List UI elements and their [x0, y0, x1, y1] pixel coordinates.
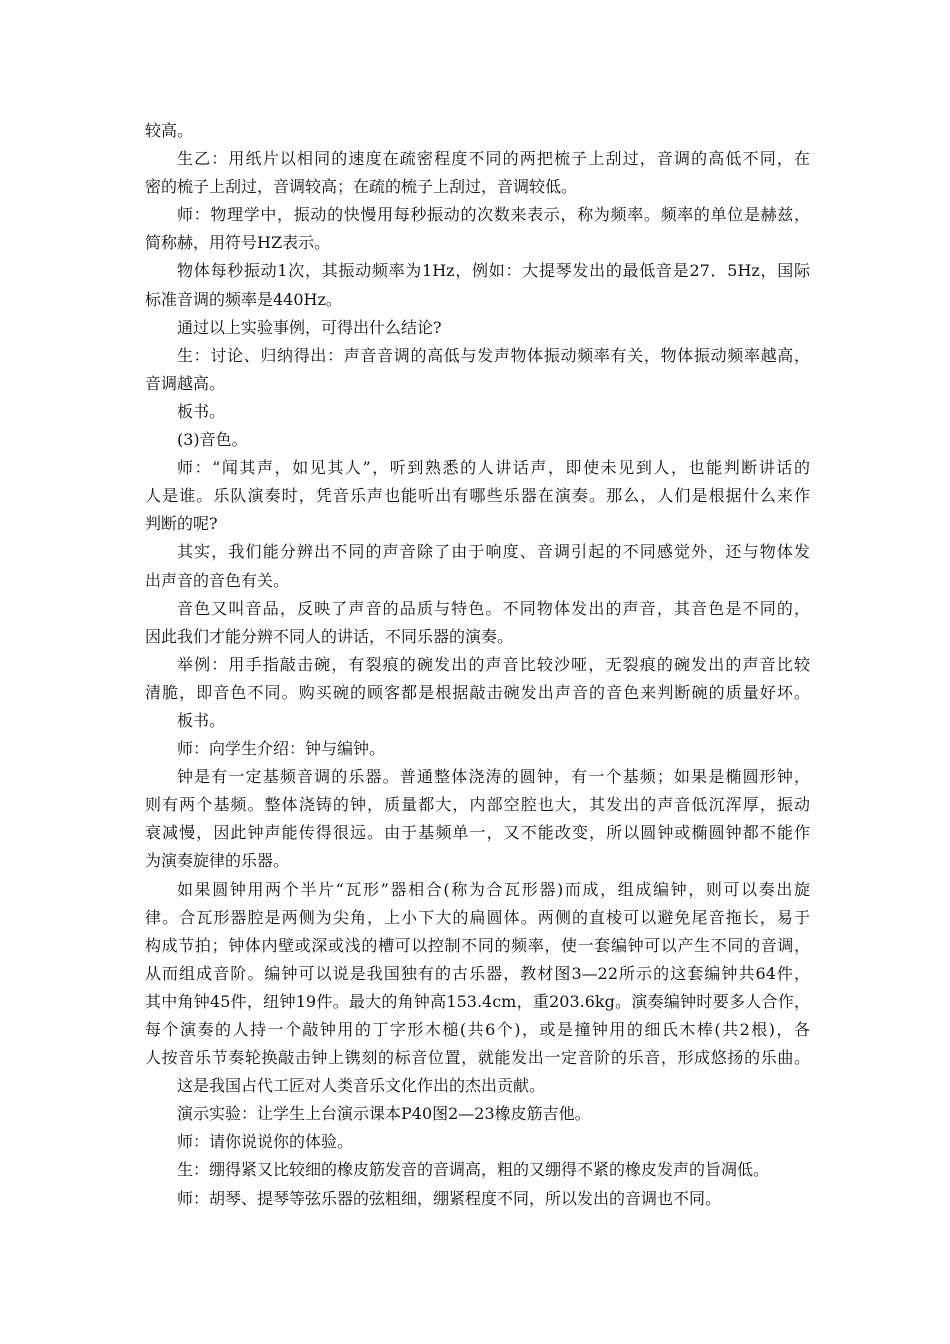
text-line: 出声音的音色有关。 — [145, 570, 290, 590]
text-line: 师：物理学中，振动的快慢用每秒振动的次数来表示，称为频率。频率的单位是赫兹， — [177, 205, 810, 225]
text-line: 简称赫，用符号HZ表示。 — [145, 233, 331, 253]
text-line: 师：“闻其声，如见其人”，听到熟悉的人讲话声，即使未见到人，也能判断讲话的 — [177, 458, 810, 478]
text-line: 其中角钟45件，纽钟19件。最大的角钟高153.4cm，重203.6kg。演奏编钟时要多人合作， — [145, 991, 810, 1011]
text-line: 物体每秒振动1次，其振动频率为1Hz，例如：大提琴发出的最低音是27．5Hz，国际 — [177, 261, 810, 281]
text-line: (3)音色。 — [177, 430, 248, 450]
text-line: 这是我国占代工匠对人类音乐文化作出的杰出贡献。 — [177, 1076, 546, 1096]
text-line: 师：请你说说你的体验。 — [177, 1132, 354, 1152]
text-line: 举例：用手指敲击碗，有裂痕的碗发出的声音比较沙哑，无裂痕的碗发出的声音比较 — [177, 654, 810, 674]
text-line: 通过以上实验事例，可得出什么结论? — [177, 317, 442, 337]
text-line: 标准音调的频率是440Hz。 — [145, 289, 342, 309]
text-line: 音调越高。 — [145, 373, 226, 393]
text-line: 其实，我们能分辨出不同的声音除了由于响度、音调引起的不同感觉外，还与物体发 — [177, 542, 810, 562]
text-line: 从而组成音阶。编钟可以说是我国独有的古乐器，教材图3—22所示的这套编钟共64件， — [145, 963, 810, 983]
text-line: 师：胡琴、提琴等弦乐器的弦粗细，绷紧程度不同，所以发出的音调也不同。 — [177, 1188, 722, 1208]
text-line: 板书。 — [177, 710, 226, 730]
text-line: 律。合瓦形器腔是两侧为尖角，上小下大的扁圆体。两侧的直棱可以避免尾音拖长，易于 — [145, 907, 810, 927]
text-line: 板书。 — [177, 401, 226, 421]
document-page — [145, 117, 810, 1213]
text-line: 则有两个基频。整体浇铸的钟，质量都大，内部空腔也大，其发出的声音低沉浑厚，振动 — [145, 795, 810, 815]
text-line: 人按音乐节奏轮换敲击钟上镌刻的标音位置，就能发出一定音阶的乐音，形成悠扬的乐曲。 — [145, 1048, 810, 1068]
text-line: 如果圆钟用两个半片“瓦形”器相合(称为合瓦形器)而成，组成编钟，则可以奏出旋 — [177, 879, 810, 899]
text-line: 人是谁。乐队演奏时，凭音乐声也能听出有哪些乐器在演奏。那么，人们是根据什么来作 — [145, 486, 810, 506]
text-line: 较高。 — [145, 121, 194, 140]
text-line: 清脆，即音色不同。购买碗的顾客都是根据敲击碗发出声音的音色来判断碗的质量好坏。 — [145, 682, 810, 702]
text-line: 生：讨论、归纳得出：声音音调的高低与发声物体振动频率有关，物体振动频率越高， — [177, 345, 810, 365]
text-line: 衰减慢，因此钟声能传得很远。由于基频单一，又不能改变，所以圆钟或椭圆钟都不能作 — [145, 823, 810, 843]
text-line: 音色又叫音品，反映了声音的品质与特色。不同物体发出的声音，其音色是不同的， — [177, 598, 810, 618]
text-line: 演示实验：让学生上台演示课本P40图2—23橡皮筋吉他。 — [177, 1104, 591, 1124]
text-line: 生：绷得紧又比较细的橡皮筋发音的音调高，粗的又绷得不紧的橡皮发声的旨凋低。 — [177, 1160, 770, 1180]
text-line: 钟是有一定基频音调的乐器。普通整体浇涛的圆钟，有一个基频；如果是椭圆形钟， — [177, 767, 810, 787]
text-line: 构成节拍；钟体内壁或深或浅的槽可以控制不同的频率，使一套编钟可以产生不同的音调， — [145, 935, 810, 955]
text-line: 密的梳子上刮过，音调较高；在疏的梳子上刮过，音调较低。 — [145, 177, 578, 197]
text-line: 因此我们才能分辨不同人的讲话，不同乐器的演奏。 — [145, 626, 514, 646]
text-line: 生乙：用纸片以相同的速度在疏密程度不同的两把梳子上刮过，音调的高低不同，在 — [177, 149, 810, 169]
text-line: 判断的呢? — [145, 514, 218, 534]
text-line: 师：向学生介绍：钟与编钟。 — [177, 739, 386, 759]
text-line: 每个演奏的人持一个敲钟用的丁字形木槌(共6个)，或是撞钟用的细氏木棒(共2根)，各 — [145, 1020, 810, 1039]
text-line: 为演奏旋律的乐器。 — [145, 851, 290, 871]
